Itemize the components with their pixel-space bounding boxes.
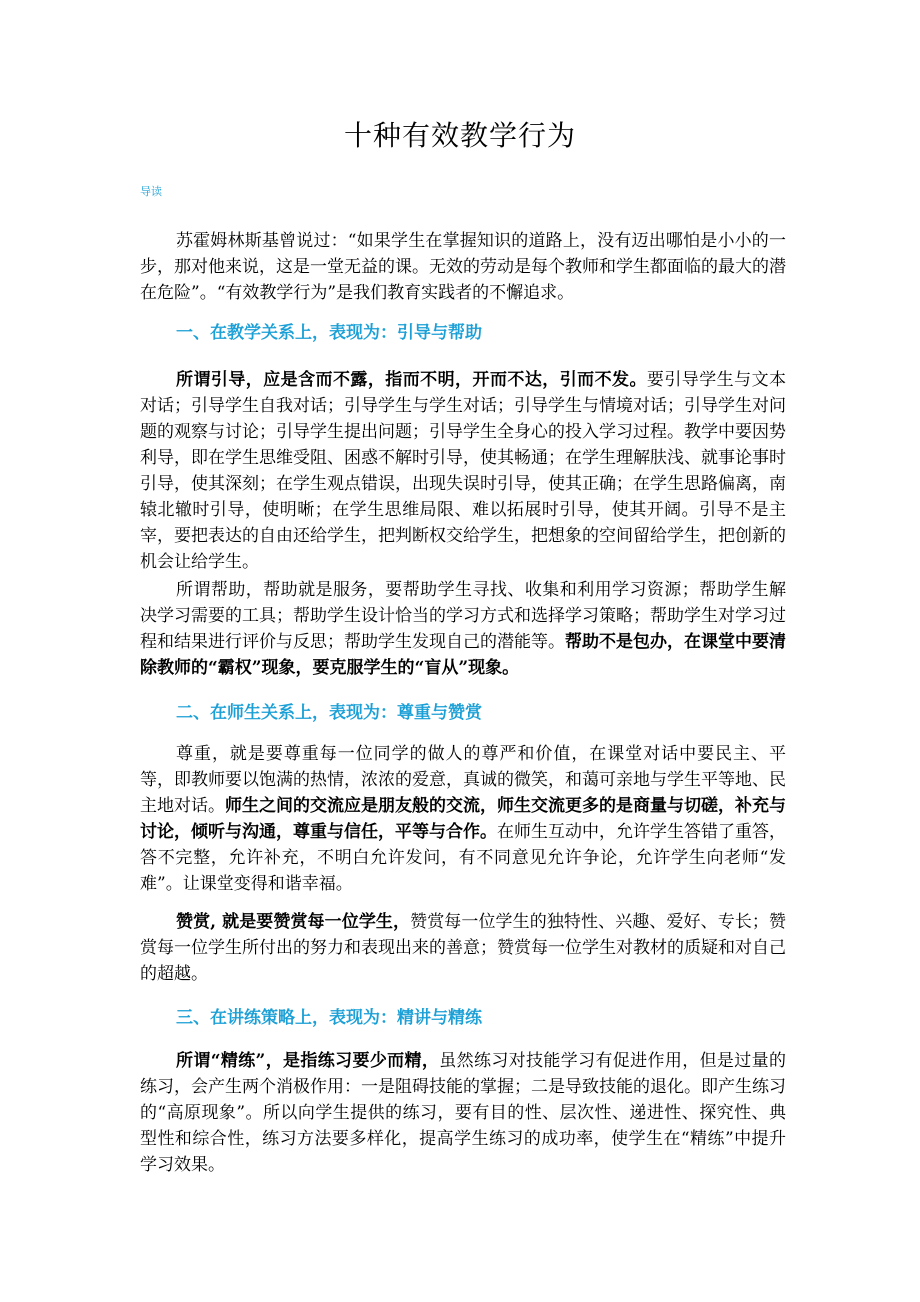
guide-label: 导读 [140,185,162,198]
section-1-p2-bold: 帮助不是包办，在课堂中要清除教师的“霸权”现象，要克服学生的“盲从”现象。 [140,632,786,678]
section-2-p2-text: 赞赏每一位学生的独特性、兴趣、爱好、专长；赞赏每一位学生所付出的努力和表现出来的善意；赞赏每一位学生对教材的质疑和对自己的超越。 [140,912,787,984]
section-1-p1-bold: 所谓引导，应是含而不露，指而不明，开而不达，引而不发。 [176,370,647,390]
section-1-heading: 一、在教学关系上，表现为：引导与帮助 [176,323,482,343]
section-2-p2-bold: 赞赏, 就是要赞赏每一位学生， [176,912,411,932]
section-1-p1-text: 要引导学生与文本对话；引导学生自我对话；引导学生与学生对话；引导学生与情境对话；引导学生对问题的观察与讨论；引导学生提出问题；引导学生全身心的投入学习过程。教学中要因势利导，即在学生思维受阻、困惑不解时引导，使其畅通；在学生理解肤浅、就事论事时引导，使其深刻；在学生观点错误，出现失误时引导，使其正确；在学生思路偏离，南辕北辙时引导，使明晰；在学生思维局限、难以拓展时引导，使其开阔。引导不是主宰，要把表达的自由还给学生，把判断权交给学生，把想象的空间留给学生，把创新的机会让给学生。 [140,370,787,572]
section-2-p1-text-a: 尊重，就是要尊重每一位同学的做人的尊严和价值，在课堂对话中要民主、平等，即教师要以饱满的热情，浓浓的爱意，真诚的微笑，和蔼可亲地与学生平等地、民主地对话。 [140,744,786,816]
section-2-paragraph-2 [140,909,786,987]
section-2-heading: 二、在师生关系上，表现为：尊重与赞赏 [176,703,482,723]
section-3-p1-text: 虽然练习对技能学习有促进作用，但是过量的练习，会产生两个消极作用：一是阻碍技能的掌握；二是导致技能的退化。即产生练习的“高原现象”。所以向学生提供的练习，要有目的性、层次性、递进性、探究性、典型性和综合性，练习方法要多样化，提高学生练习的成功率，使学生在“精练”中提升学习效果。 [140,1051,787,1175]
section-2-paragraph-1 [140,741,786,897]
section-2-p1-text-b: 在师生互动中，允许学生答错了重答，答不完整，允许补充，不明白允许发问，有不同意见允许争论，允许学生向老师“发难”。让课堂变得和谐幸福。 [140,822,786,894]
section-1-paragraph-2 [140,577,786,681]
section-1-p2-text: 所谓帮助，帮助就是服务，要帮助学生寻找、收集和利用学习资源；帮助学生解决学习需要的工具；帮助学生设计恰当的学习方式和选择学习策略；帮助学生对学习过程和结果进行评价与反思；帮助学生发现自己的潜能等。 [140,580,786,652]
section-1-paragraph-1 [140,367,786,575]
intro-paragraph: 苏霍姆林斯基曾说过：“如果学生在掌握知识的道路上，没有迈出哪怕是小小的一步，那对他来说，这是一堂无益的课。无效的劳动是每个教师和学生都面临的最大的潜在危险”。“有效教学行为”是我们教育实践者的不懈追求。 [140,231,786,303]
section-3-heading: 三、在讲练策略上，表现为：精讲与精练 [176,1008,482,1028]
section-3-paragraph-1 [140,1048,786,1178]
section-3-p1-bold: 所谓“精练”，是指练习要少而精， [176,1051,440,1071]
section-2-p1-bold: 师生之间的交流应是朋友般的交流，师生交流更多的是商量与切磋，补充与讨论，倾听与沟通，尊重与信任，平等与合作。 [140,796,786,842]
document-title: 十种有效教学行为 [343,119,576,152]
